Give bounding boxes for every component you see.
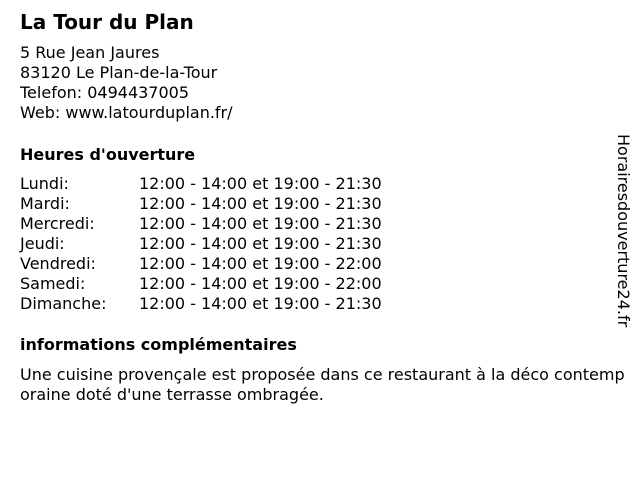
hours-day: Lundi:	[20, 174, 69, 193]
hours-day: Mercredi:	[20, 214, 95, 233]
hours-row-thursday	[20, 234, 382, 254]
hours-time: 12:00 - 14:00 et 19:00 - 21:30	[139, 194, 382, 213]
hours-day: Samedi:	[20, 274, 86, 293]
additional-info-text: Une cuisine provençale est proposée dans ce restaurant à la déco contemporaine doté d'une terrasse ombragée.	[20, 365, 625, 404]
business-contact	[20, 43, 233, 123]
additional-info-title: informations complémentaires	[20, 335, 297, 354]
hours-day: Mardi:	[20, 194, 70, 213]
hours-day: Vendredi:	[20, 254, 96, 273]
website-link[interactable]: Web: www.latourduplan.fr/	[20, 103, 233, 122]
hours-row-saturday	[20, 274, 382, 294]
business-name: La Tour du Plan	[20, 10, 194, 34]
hours-time: 12:00 - 14:00 et 19:00 - 21:30	[139, 294, 382, 313]
hours-row-tuesday	[20, 194, 382, 214]
hours-time: 12:00 - 14:00 et 19:00 - 22:00	[139, 254, 382, 273]
hours-time: 12:00 - 14:00 et 19:00 - 21:30	[139, 174, 382, 193]
hours-row-wednesday	[20, 214, 382, 234]
hours-time: 12:00 - 14:00 et 19:00 - 21:30	[139, 234, 382, 253]
hours-row-monday	[20, 174, 382, 194]
hours-row-sunday	[20, 294, 382, 314]
hours-day: Dimanche:	[20, 294, 107, 313]
address-line-street: 5 Rue Jean Jaures	[20, 43, 160, 62]
hours-day: Jeudi:	[20, 234, 65, 253]
hours-row-friday	[20, 254, 382, 274]
hours-time: 12:00 - 14:00 et 19:00 - 21:30	[139, 214, 382, 233]
opening-hours-table	[20, 174, 382, 314]
site-watermark: Horairesdouverture24.fr	[614, 134, 633, 328]
hours-time: 12:00 - 14:00 et 19:00 - 22:00	[139, 274, 382, 293]
address-line-city: 83120 Le Plan-de-la-Tour	[20, 63, 218, 82]
phone-number: Telefon: 0494437005	[20, 83, 190, 102]
opening-hours-title: Heures d'ouverture	[20, 145, 196, 164]
